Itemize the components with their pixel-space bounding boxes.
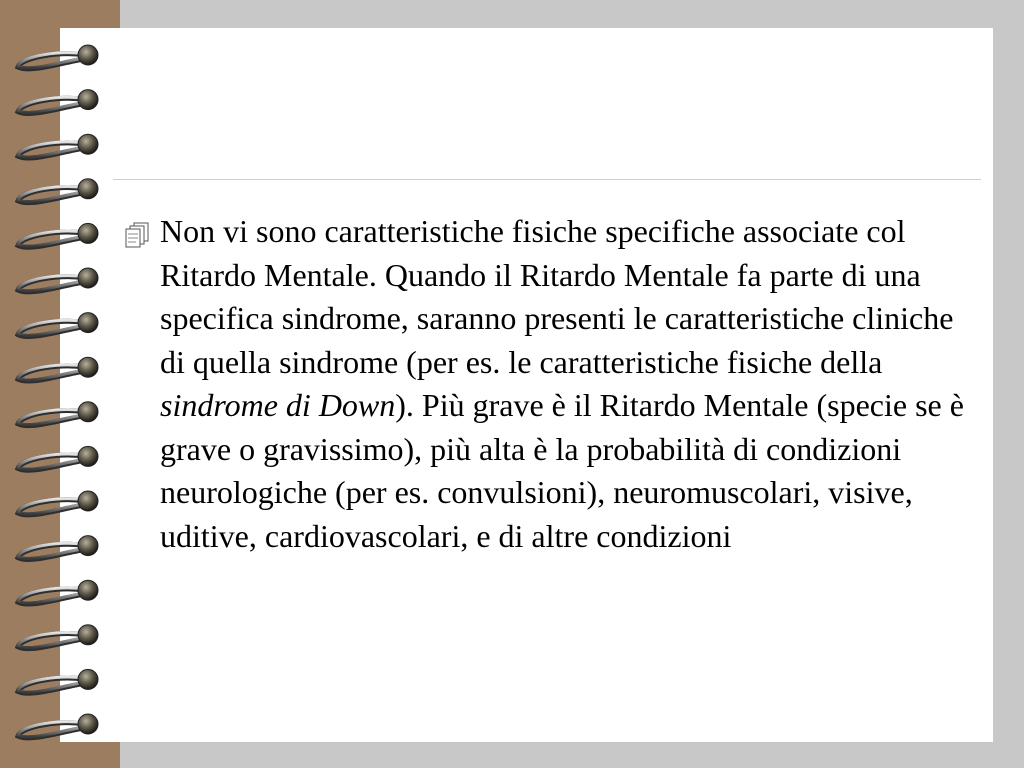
spiral-ring <box>18 90 98 114</box>
bullet-text-start: Non vi sono caratteristiche fisiche specifiche associate col Ritardo Mentale. Quando il Ritardo Mentale fa parte di una specifica sindrome, saranno presenti le caratteristiche cliniche di quella sindrome (per es. le caratteristiche fisiche della <box>160 213 954 380</box>
spiral-ring <box>18 268 98 292</box>
spiral-ring <box>18 446 98 470</box>
spiral-ring <box>18 134 98 158</box>
spiral-ring <box>18 313 98 337</box>
spiral-rings <box>0 0 120 768</box>
syndrome-name-italic: sindrome di Down <box>160 387 396 423</box>
title-divider <box>113 179 981 180</box>
document-stack-icon <box>124 221 152 249</box>
spiral-ring <box>18 179 98 203</box>
spiral-ring <box>18 536 98 560</box>
spiral-ring <box>18 45 98 69</box>
spiral-ring <box>18 491 98 515</box>
bullet-text-end: ). Più grave è il Ritardo Mentale (specie se è grave o gravissimo), più alta è la probabilità di condizioni neurologiche (per es. convulsioni), neuromuscolari, visive, uditive, cardiovascolari, e di altre condizioni <box>160 387 964 554</box>
spiral-ring <box>18 714 98 738</box>
spiral-ring <box>18 625 98 649</box>
spiral-ring <box>18 357 98 381</box>
spiral-ring <box>18 402 98 426</box>
spiral-ring <box>18 223 98 247</box>
bullet-paragraph <box>160 210 980 558</box>
spiral-ring <box>18 580 98 604</box>
spiral-ring <box>18 669 98 693</box>
